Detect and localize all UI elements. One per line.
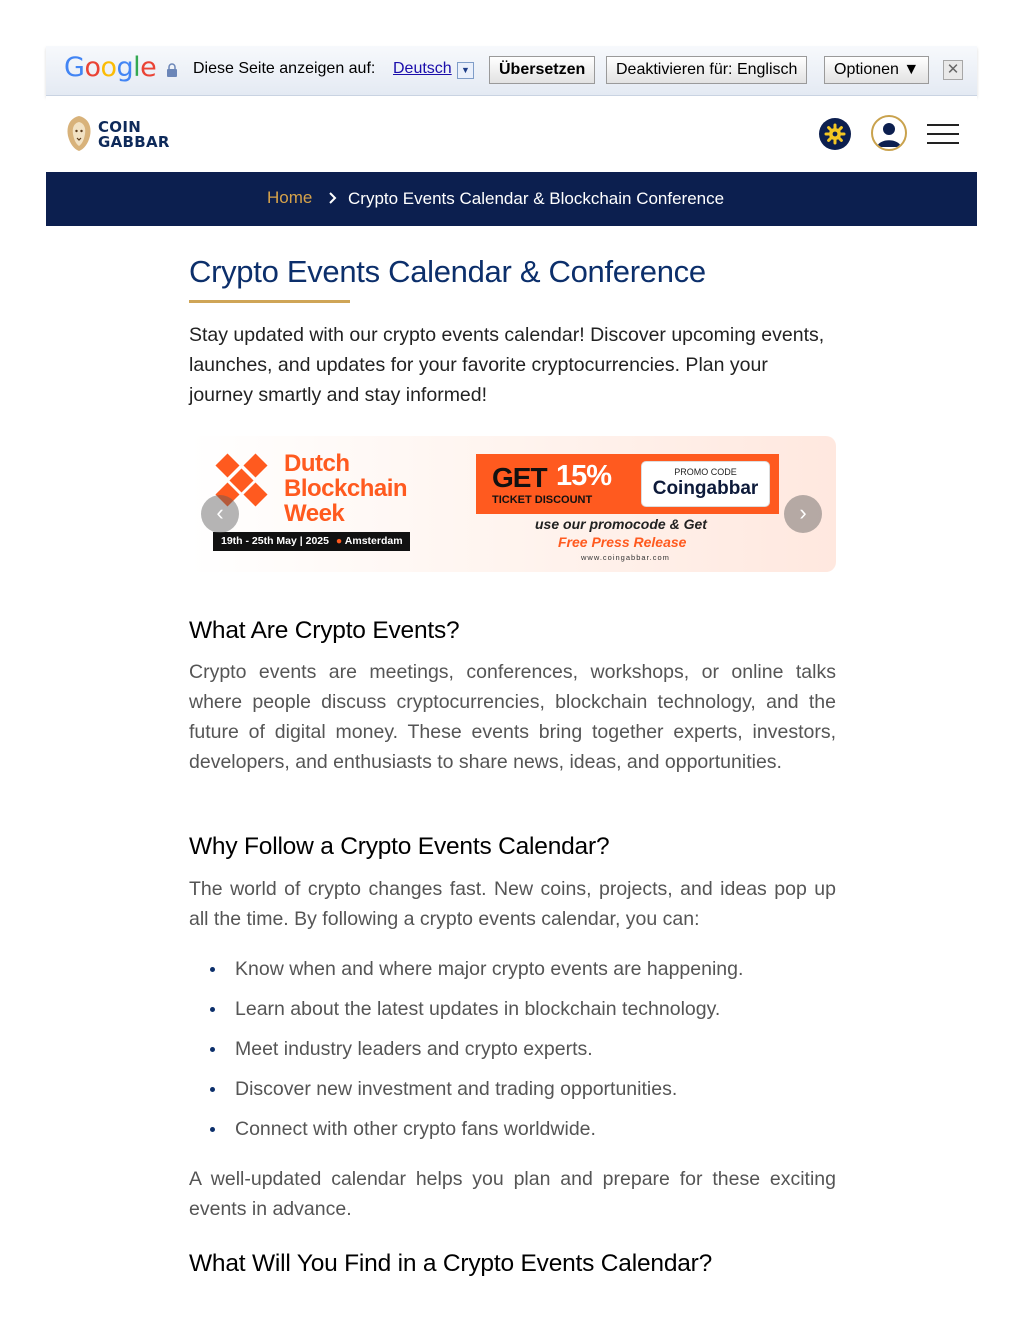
section-why [189,832,836,1224]
event-date-bar: 19th - 25th May | 2025 ● Amsterdam [213,532,410,551]
site-header [46,96,977,172]
google-logo: Google [64,52,157,83]
page-title: Crypto Events Calendar & Conference [189,254,706,289]
brand-name[interactable]: COIN GABBAR [98,118,170,151]
section-heading: Why Follow a Crypto Events Calendar? [189,833,610,860]
list-item: Know when and where major crypto events are happening. [189,954,836,994]
main-content [189,250,835,410]
event-name: Dutch Blockchain Week [284,450,408,527]
gear-icon [819,118,851,150]
translate-prompt: Diese Seite anzeigen auf: [193,60,376,77]
user-account-button[interactable] [871,115,907,151]
language-dropdown-icon[interactable]: ▼ [457,62,474,79]
section-what [189,616,836,777]
carousel-prev-button[interactable]: ‹ [201,495,239,533]
intro-text: Stay updated with our crypto events calendar! Discover upcoming events, launches, and updates for your favorite cryptocurrencies. Plan your journey smartly and stay informed! [189,324,825,406]
close-icon[interactable]: ✕ [943,60,963,80]
breadcrumb [46,172,977,226]
carousel-next-button[interactable]: › [784,495,822,533]
hamburger-menu-icon[interactable] [927,124,959,146]
benefits-list [189,954,836,1154]
section-find [189,1249,836,1279]
theme-toggle-button[interactable] [819,118,851,150]
promo-code-box: PROMO CODE Coingabbar [641,461,770,507]
breadcrumb-current: Crypto Events Calendar & Blockchain Conference [348,189,725,208]
translate-button[interactable]: Übersetzen [489,56,595,84]
promo-url: www.coingabbar.com [581,553,670,562]
chevron-right-icon [328,191,337,205]
language-link[interactable]: Deutsch [393,60,452,77]
section-body: The world of crypto changes fast. New coins, projects, and ideas pop up all the time. By following a crypto events calendar, you can: [189,878,836,930]
disable-translate-button[interactable]: Deaktivieren für: Englisch [606,56,807,84]
user-icon [873,117,905,149]
list-item: Learn about the latest updates in blockchain technology. [189,994,836,1034]
promo-use-text: use our promocode & Get [535,516,707,532]
location-pin-icon: ● [335,535,343,547]
section-body: Crypto events are meetings, conferences, workshops, or online talks where people discuss cryptocurrencies, blockchain technology, and the future of digital money. These events bring together experts, investors, developers, and enthusiasts to share news, ideas, and opportunities. [189,661,836,773]
breadcrumb-home-link[interactable]: Home [267,188,313,207]
options-button[interactable]: Optionen ▼ [824,56,929,84]
promo-free-text: Free Press Release [558,534,687,550]
lion-logo-icon[interactable] [64,114,94,152]
section-heading: What Will You Find in a Crypto Events Calendar? [189,1250,713,1277]
lock-icon [166,63,178,77]
promo-banner[interactable] [189,436,836,572]
section-heading: What Are Crypto Events? [189,617,460,644]
translate-bar [46,46,977,96]
list-item: Meet industry leaders and crypto experts. [189,1034,836,1074]
section-closing: A well-updated calendar helps you plan and prepare for these exciting events in advance. [189,1168,836,1220]
list-item: Discover new investment and trading opportunities. [189,1074,836,1114]
title-underline [189,300,350,303]
list-item: Connect with other crypto fans worldwide. [189,1114,836,1154]
promo-discount-box: GET 15% TICKET DISCOUNT PROMO CODE Coingabbar [476,454,779,514]
